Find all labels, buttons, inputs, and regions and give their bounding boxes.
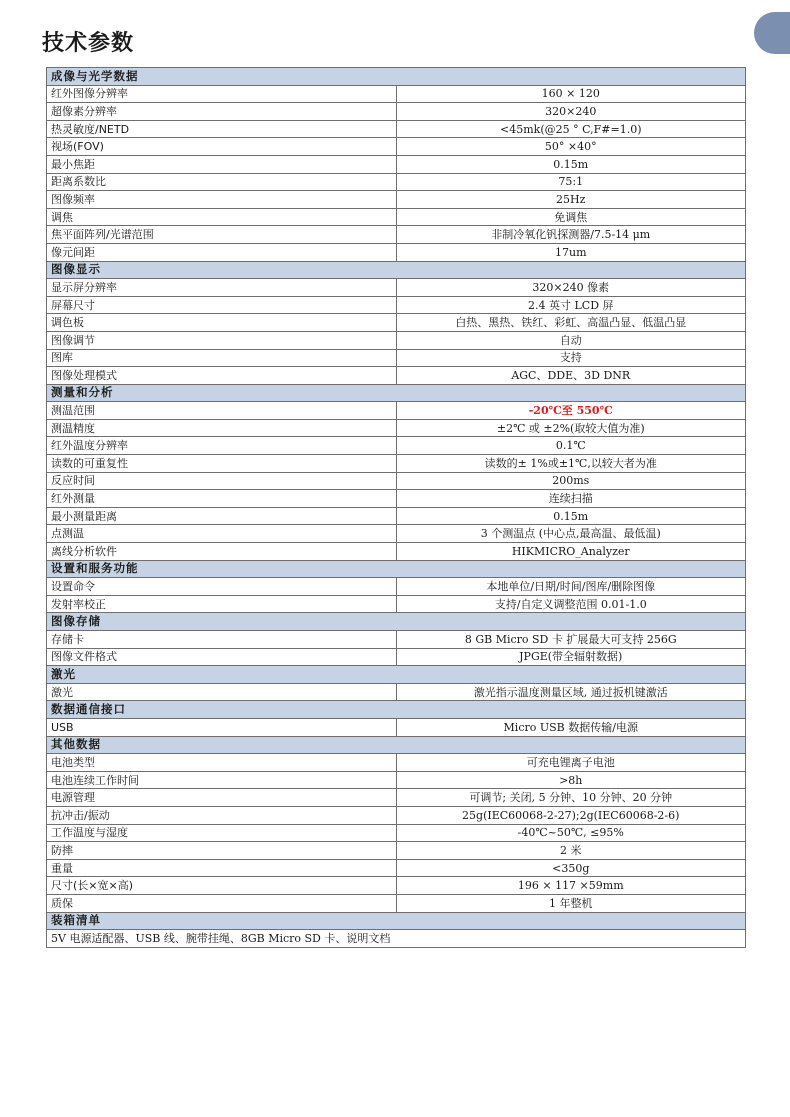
spec-value: <350g <box>396 859 746 877</box>
spec-value: 2 米 <box>396 842 746 860</box>
spec-label: 视场(FOV) <box>47 138 397 156</box>
section-header-row <box>47 261 746 279</box>
spec-value: -40℃~50℃, ≤95% <box>396 824 746 842</box>
spec-value: 免调焦 <box>396 208 746 226</box>
spec-value: -20℃至 550℃ <box>396 402 746 420</box>
section-title: 图像存储 <box>47 613 746 631</box>
spec-row <box>47 595 746 613</box>
spec-label: USB <box>47 718 397 736</box>
package-contents: 5V 电源适配器、USB 线、腕带挂绳、8GB Micro SD 卡、说明文档 <box>47 930 746 948</box>
spec-label: 电池类型 <box>47 754 397 772</box>
spec-value: 1 年整机 <box>396 894 746 912</box>
spec-value: 320×240 <box>396 103 746 121</box>
section-title: 激光 <box>47 666 746 684</box>
spec-row <box>47 578 746 596</box>
spec-label: 调焦 <box>47 208 397 226</box>
spec-value: 支持/自定义调整范围 0.01-1.0 <box>396 595 746 613</box>
corner-tab-decoration <box>754 12 790 54</box>
spec-row <box>47 877 746 895</box>
spec-value: AGC、DDE、3D DNR <box>396 367 746 385</box>
spec-label: 像元间距 <box>47 243 397 261</box>
section-header-row <box>47 560 746 578</box>
spec-row <box>47 842 746 860</box>
spec-row <box>47 648 746 666</box>
spec-row <box>47 138 746 156</box>
spec-value: 50° ×40° <box>396 138 746 156</box>
spec-value: 支持 <box>396 349 746 367</box>
spec-value: JPGE(带全辐射数据) <box>396 648 746 666</box>
spec-label: 红外图像分辨率 <box>47 85 397 103</box>
spec-label: 测温范围 <box>47 402 397 420</box>
spec-value: HIKMICRO_Analyzer <box>396 543 746 561</box>
spec-row <box>47 859 746 877</box>
section-title: 测量和分析 <box>47 384 746 402</box>
spec-label: 最小测量距离 <box>47 507 397 525</box>
spec-row <box>47 437 746 455</box>
spec-value: 激光指示温度测量区域, 通过扳机键激活 <box>396 683 746 701</box>
spec-label: 电源管理 <box>47 789 397 807</box>
spec-row <box>47 631 746 649</box>
spec-label: 反应时间 <box>47 472 397 490</box>
spec-row <box>47 683 746 701</box>
spec-label: 超像素分辨率 <box>47 103 397 121</box>
spec-row <box>47 85 746 103</box>
spec-label: 电池连续工作时间 <box>47 771 397 789</box>
spec-table <box>46 67 746 948</box>
spec-label: 热灵敏度/NETD <box>47 120 397 138</box>
package-contents-row <box>47 930 746 948</box>
spec-row <box>47 367 746 385</box>
spec-value: Micro USB 数据传输/电源 <box>396 718 746 736</box>
section-title: 设置和服务功能 <box>47 560 746 578</box>
spec-row <box>47 349 746 367</box>
spec-label: 焦平面阵列/光谱范围 <box>47 226 397 244</box>
spec-row <box>47 507 746 525</box>
spec-row <box>47 472 746 490</box>
spec-label: 设置命令 <box>47 578 397 596</box>
spec-label: 激光 <box>47 683 397 701</box>
spec-value: 25Hz <box>396 191 746 209</box>
spec-value: 本地单位/日期/时间/图库/删除图像 <box>396 578 746 596</box>
section-header-row <box>47 384 746 402</box>
spec-value: 196 × 117 ×59mm <box>396 877 746 895</box>
spec-row <box>47 789 746 807</box>
spec-row <box>47 419 746 437</box>
spec-label: 红外测量 <box>47 490 397 508</box>
spec-label: 屏幕尺寸 <box>47 296 397 314</box>
spec-value: 可调节; 关闭, 5 分钟、10 分钟、20 分钟 <box>396 789 746 807</box>
spec-row <box>47 455 746 473</box>
spec-row <box>47 824 746 842</box>
spec-label: 图像调节 <box>47 331 397 349</box>
spec-row <box>47 120 746 138</box>
section-header-row <box>47 701 746 719</box>
spec-label: 测温精度 <box>47 419 397 437</box>
spec-label: 防摔 <box>47 842 397 860</box>
spec-value: 17um <box>396 243 746 261</box>
spec-value: 0.1℃ <box>396 437 746 455</box>
spec-row <box>47 331 746 349</box>
spec-row <box>47 718 746 736</box>
spec-row <box>47 173 746 191</box>
spec-row <box>47 155 746 173</box>
spec-row <box>47 525 746 543</box>
section-title: 装箱清单 <box>47 912 746 930</box>
spec-value: >8h <box>396 771 746 789</box>
spec-label: 图库 <box>47 349 397 367</box>
spec-row <box>47 806 746 824</box>
spec-label: 红外温度分辨率 <box>47 437 397 455</box>
section-title: 成像与光学数据 <box>47 68 746 86</box>
spec-row <box>47 191 746 209</box>
spec-row <box>47 226 746 244</box>
spec-value: 连续扫描 <box>396 490 746 508</box>
spec-label: 重量 <box>47 859 397 877</box>
spec-row <box>47 279 746 297</box>
spec-value: 3 个测温点 (中心点,最高温、最低温) <box>396 525 746 543</box>
spec-label: 图像文件格式 <box>47 648 397 666</box>
spec-value: 0.15m <box>396 155 746 173</box>
section-header-row <box>47 736 746 754</box>
spec-label: 图像处理模式 <box>47 367 397 385</box>
spec-label: 显示屏分辨率 <box>47 279 397 297</box>
spec-value: 200ms <box>396 472 746 490</box>
spec-row <box>47 296 746 314</box>
spec-label: 离线分析软件 <box>47 543 397 561</box>
spec-label: 尺寸(长×宽×高) <box>47 877 397 895</box>
section-header-row <box>47 666 746 684</box>
section-header-row <box>47 613 746 631</box>
spec-value: <45mk(@25 ° C,F#=1.0) <box>396 120 746 138</box>
spec-value: 可充电锂离子电池 <box>396 754 746 772</box>
section-header-row <box>47 912 746 930</box>
spec-label: 抗冲击/振动 <box>47 806 397 824</box>
spec-row <box>47 314 746 332</box>
spec-value: ±2℃ 或 ±2%(取较大值为准) <box>396 419 746 437</box>
spec-value: 自动 <box>396 331 746 349</box>
spec-label: 读数的可重复性 <box>47 455 397 473</box>
spec-value: 2.4 英寸 LCD 屏 <box>396 296 746 314</box>
spec-value: 25g(IEC60068-2-27);2g(IEC60068-2-6) <box>396 806 746 824</box>
spec-row <box>47 754 746 772</box>
spec-row <box>47 103 746 121</box>
section-header-row <box>47 68 746 86</box>
spec-label: 发射率校正 <box>47 595 397 613</box>
spec-label: 距离系数比 <box>47 173 397 191</box>
spec-label: 调色板 <box>47 314 397 332</box>
section-title: 其他数据 <box>47 736 746 754</box>
spec-label: 质保 <box>47 894 397 912</box>
spec-label: 点测温 <box>47 525 397 543</box>
spec-value: 160 × 120 <box>396 85 746 103</box>
spec-label: 最小焦距 <box>47 155 397 173</box>
spec-value: 8 GB Micro SD 卡 扩展最大可支持 256G <box>396 631 746 649</box>
spec-row <box>47 543 746 561</box>
spec-row <box>47 894 746 912</box>
spec-table-body <box>47 68 746 948</box>
spec-value: 白热、黑热、铁红、彩虹、高温凸显、低温凸显 <box>396 314 746 332</box>
spec-row <box>47 402 746 420</box>
spec-label: 存储卡 <box>47 631 397 649</box>
spec-value: 320×240 像素 <box>396 279 746 297</box>
spec-value: 75:1 <box>396 173 746 191</box>
spec-row <box>47 243 746 261</box>
section-title: 图像显示 <box>47 261 746 279</box>
spec-row <box>47 208 746 226</box>
section-title: 数据通信接口 <box>47 701 746 719</box>
spec-label: 工作温度与湿度 <box>47 824 397 842</box>
spec-label: 图像频率 <box>47 191 397 209</box>
spec-row <box>47 771 746 789</box>
spec-value: 0.15m <box>396 507 746 525</box>
spec-row <box>47 490 746 508</box>
spec-value: 非制冷氧化钒探测器/7.5-14 μm <box>396 226 746 244</box>
spec-value: 读数的± 1%或±1℃,以较大者为准 <box>396 455 746 473</box>
page-title: 技术参数 <box>42 31 135 56</box>
